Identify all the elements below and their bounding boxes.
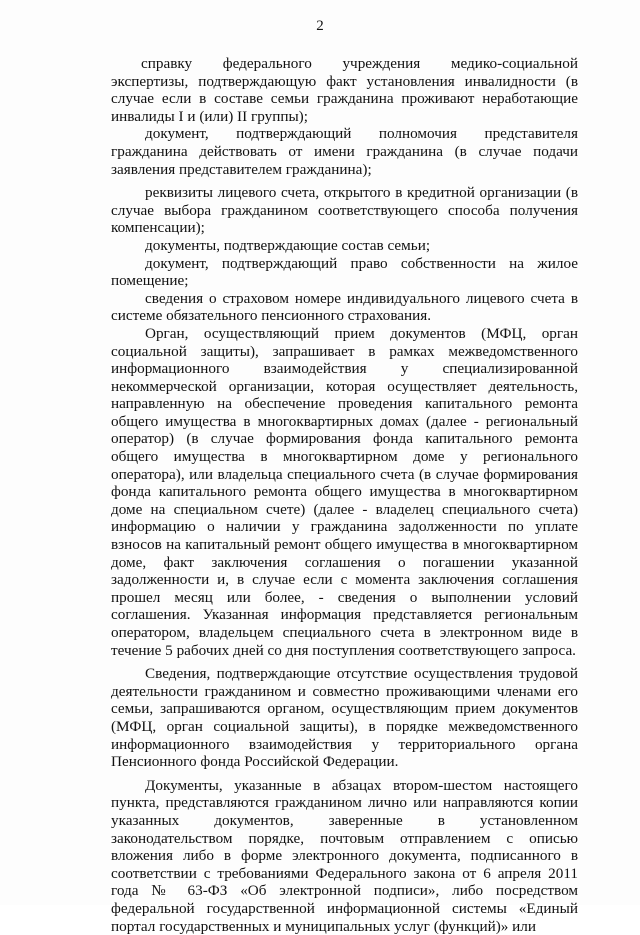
paragraph-ownership-document: документ, подтверждающий право собственности на жилое помещение; [111, 254, 578, 290]
paragraph-document-submission: Документы, указанные в абзацах втором-шестом настоящего пункта, представляются гражданином лично или направляются копии указанных документов, заверенные в установленном законодательством порядке, почтовым отправлением с описью вложения либо в форме электронного документа, подписанного в соответствии с требованиями Федерального закона от 6 апреля 2011 года № 63-ФЗ «Об электронной подписи», либо посредством федеральной государственной информационной системы «Единый портал государственных и муниципальных услуг (функций)» или [111, 776, 578, 935]
paragraph-insurance-number: сведения о страховом номере индивидуального лицевого счета в системе обязательного пенсионного страхования. [111, 289, 578, 325]
paragraph-family-composition: документы, подтверждающие состав семьи; [145, 236, 431, 254]
paragraph-bank-account-details: реквизиты лицевого счета, открытого в кредитной организации (в случае выбора гражданином соответствующего способа получения компенсации); [111, 184, 578, 237]
paragraph-pension-fund-request: Сведения, подтверждающие отсутствие осуществления трудовой деятельности гражданином и совместно проживающими членами его семьи, запрашиваются органом, осуществляющим прием документов (МФЦ, орган социальной защиты), в порядке межведомственного информационного взаимодействия у территориального органа Пенсионного фонда Российской Федерации. [111, 665, 578, 771]
paragraph-medical-certificate: справку федерального учреждения медико-социальной экспертизы, подтверждающую факт установления инвалидности (в случае если в составе семьи гражданина проживают неработающие инвалиды I и (или) II группы); [111, 55, 578, 125]
page-number: 2 [316, 18, 324, 34]
paragraph-representative-authority: документ, подтверждающий полномочия представителя гражданина действовать от имени гражданина (в случае подачи заявления представителем гражданина); [111, 125, 578, 178]
document-body [111, 55, 578, 935]
paragraph-interagency-request-operator: Орган, осуществляющий прием документов (МФЦ, орган социальной защиты), запрашивает в рамках межведомственного информационного взаимодействия у специализированной некоммерческой организации, которая осуществляет деятельность, направленную на обеспечение проведения капитального ремонта общего имущества в многоквартирных домах (далее - региональный оператор) (в случае формирования фонда капитального ремонта общего имущества в многоквартирном доме у регионального оператора), или владельца специального счета (в случае формирования фонда капитального ремонта общего имущества в многоквартирном доме на специальном счете) (далее - владелец специального счета) информацию о наличии у гражданина задолженности по уплате взносов на капитальный ремонт общего имущества в многоквартирном доме, факт заключения соглашения о погашении указанной задолженности и, в случае если с момента заключения соглашения прошел месяц или более, - сведения о выполнении условий соглашения. Указанная информация представляется региональным оператором, владельцем специального счета в электронном виде в течение 5 рабочих дней со дня поступления соответствующего запроса. [111, 324, 578, 659]
